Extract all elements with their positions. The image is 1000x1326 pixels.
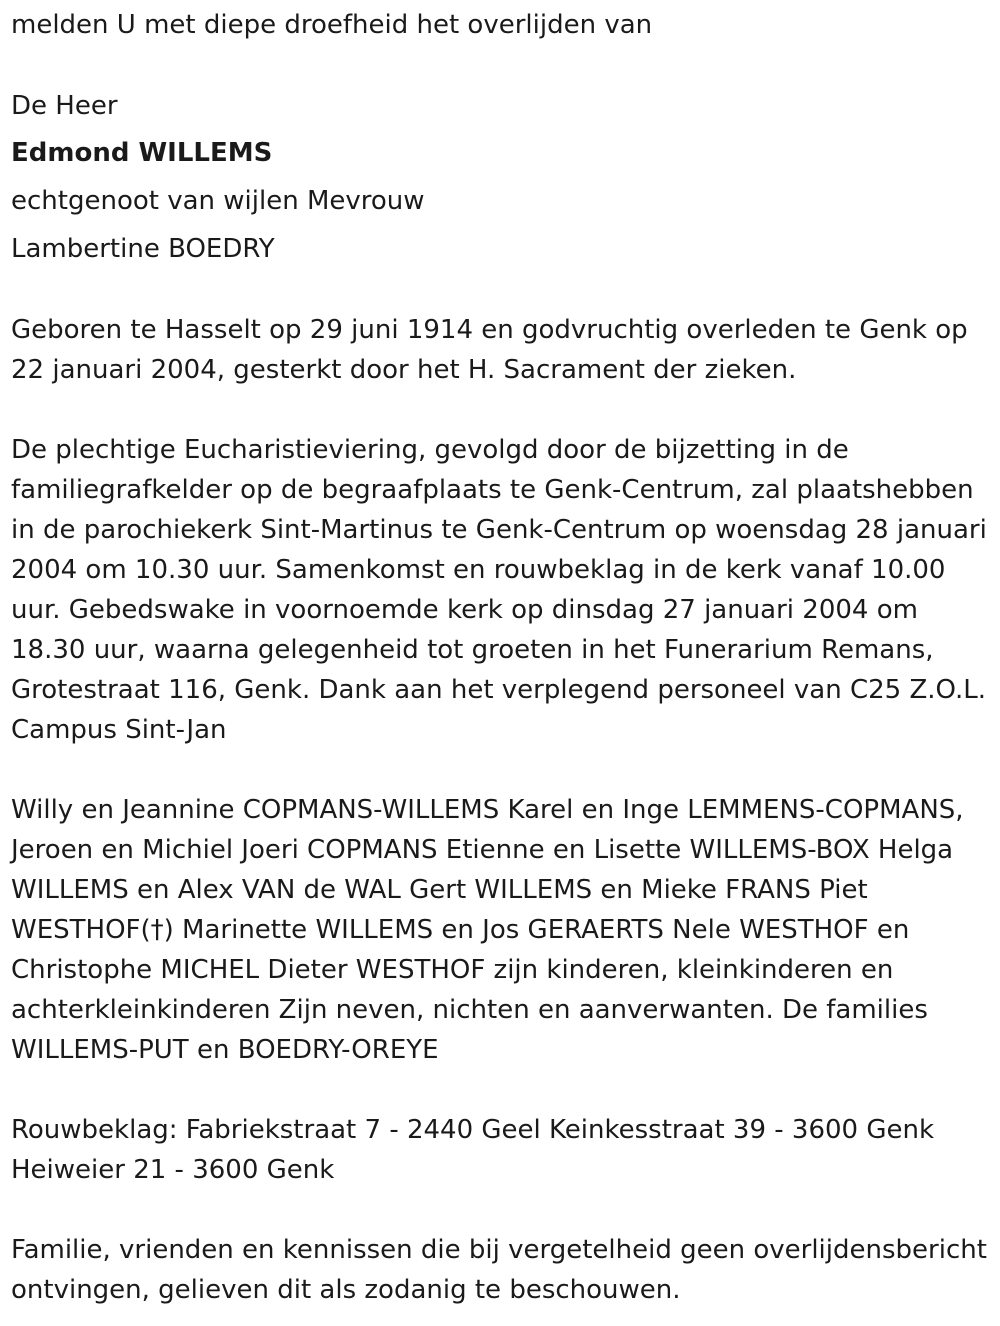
spouse-line-2: Lambertine BOEDRY [11, 234, 275, 264]
deceased-name: Edmond WILLEMS [11, 138, 273, 168]
birth-death-paragraph: Geboren te Hasselt op 29 juni 1914 en godvruchtig overleden te Genk op 22 januari 2004, gesterkt door het H. Sacrament der zieken. [11, 315, 968, 385]
ceremony-paragraph: De plechtige Eucharistieviering, gevolgd door de bijzetting in de familiegrafkelder op de begraafplaats te Genk-Centrum, zal plaatshebben in de parochiekerk Sint-Martinus te Genk-Centrum op woensdag 28 januari 2004 om 10.30 uur. Samenkomst en rouwbeklag in de kerk vanaf 10.00 uur. Gebedswake in voornoemde kerk op dinsdag 27 januari 2004 om 18.30 uur, waarna gelegenheid tot groeten in het Funerarium Remans, Grotestraat 116, Genk. Dank aan het verplegend personeel van C25 Z.O.L. Campus Sint-Jan [11, 435, 987, 745]
family-paragraph: Willy en Jeannine COPMANS-WILLEMS Karel en Inge LEMMENS-COPMANS, Jeroen en Michiel Joeri COPMANS Etienne en Lisette WILLEMS-BOX Helga WILLEMS en Alex VAN de WAL Gert WILLEMS en Mieke FRANS Piet WESTHOF(†) Marinette WILLEMS en Jos GERAERTS Nele WESTHOF en Christophe MICHEL Dieter WESTHOF zijn kinderen, kleinkinderen en achterkleinkinderen Zijn neven, nichten en aanverwanten. De families WILLEMS-PUT en BOEDRY-OREYE [11, 795, 964, 1065]
condolence-paragraph: Rouwbeklag: Fabriekstraat 7 - 2440 Geel Keinkesstraat 39 - 3600 Genk Heiweier 21 - 3600 Genk [11, 1115, 935, 1185]
intro-text: melden U met diepe droefheid het overlijden van [11, 10, 653, 40]
salutation: De Heer [11, 91, 118, 121]
spouse-line-1: echtgenoot van wijlen Mevrouw [11, 186, 425, 216]
closing-paragraph: Familie, vrienden en kennissen die bij vergetelheid geen overlijdensbericht ontvingen, gelieven dit als zodanig te beschouwen. [11, 1235, 987, 1305]
